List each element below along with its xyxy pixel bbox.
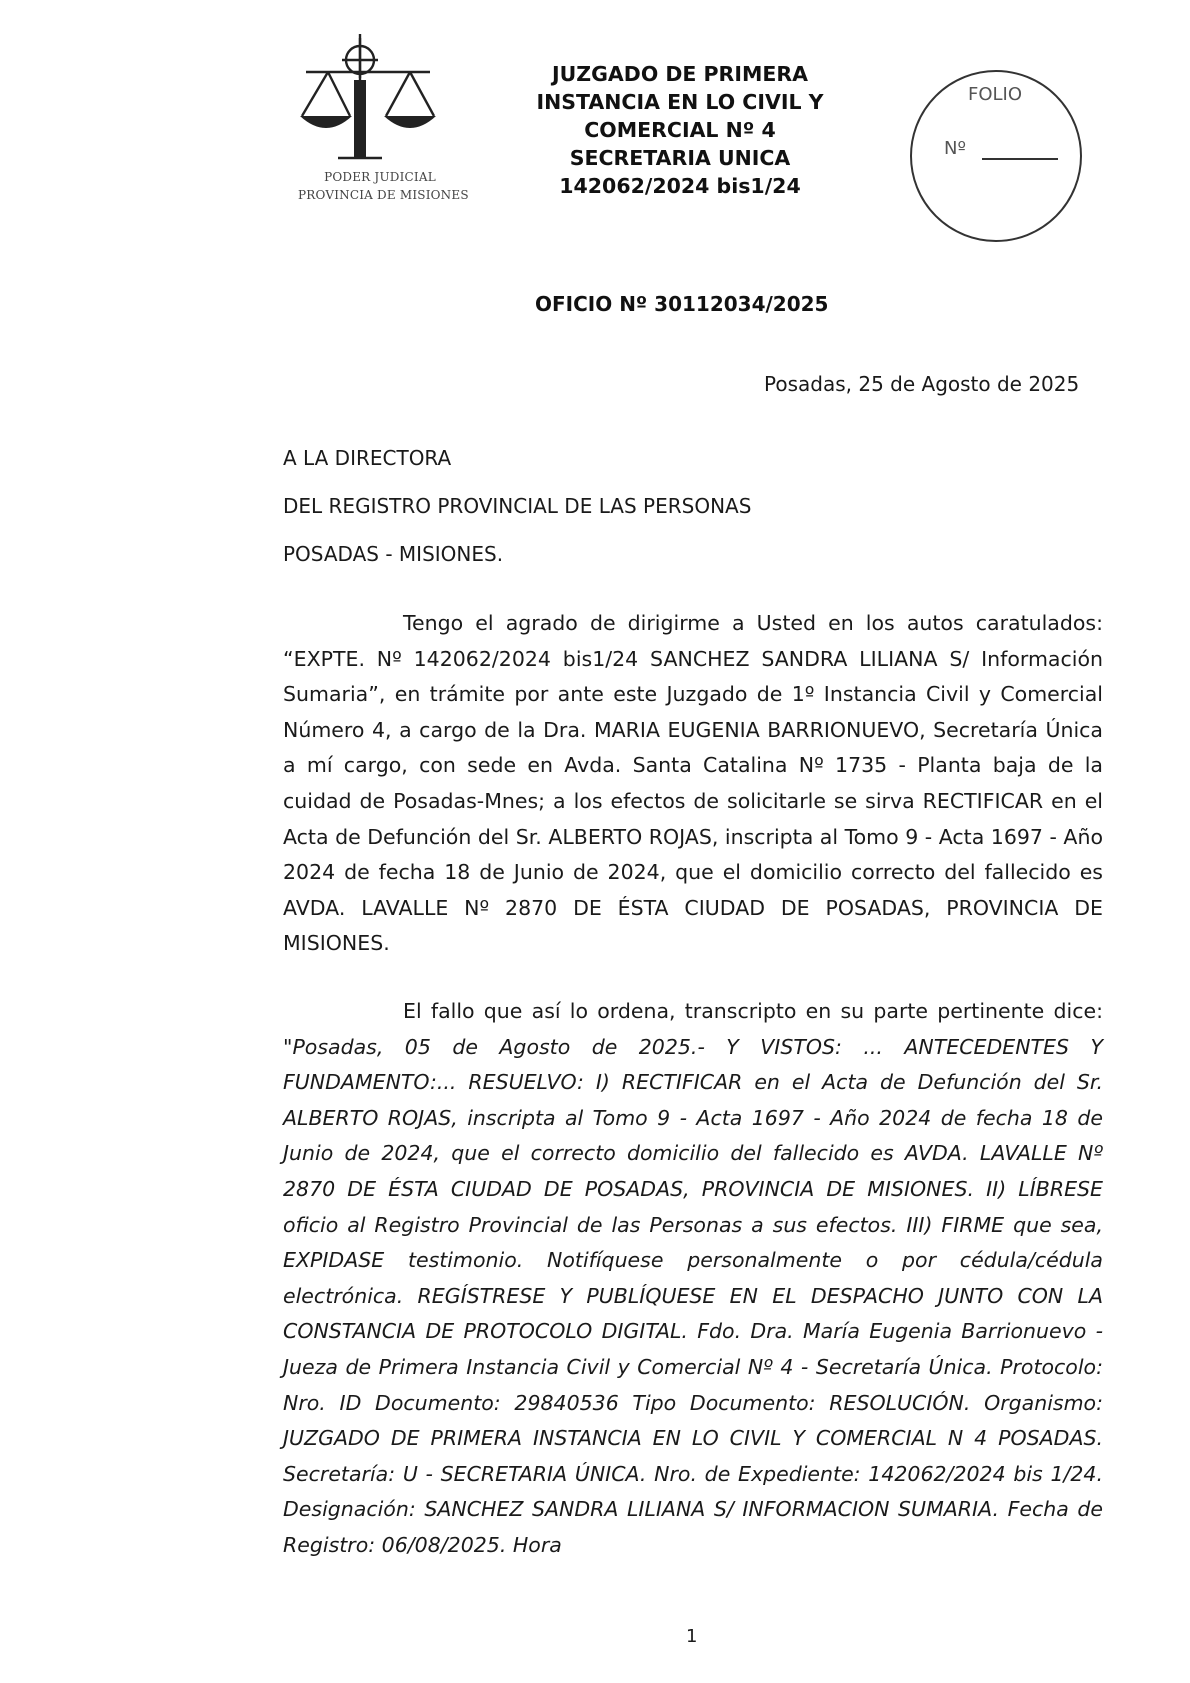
logo-line-2: PROVINCIA DE MISIONES	[298, 188, 469, 202]
logo-line-1: PODER JUDICIAL	[324, 170, 436, 184]
court-header-line-2: INSTANCIA EN LO CIVIL Y	[536, 90, 824, 114]
folio-stamp	[910, 70, 1082, 242]
addressee-line-2: DEL REGISTRO PROVINCIAL DE LAS PERSONAS	[283, 494, 752, 518]
court-header-line-5: 142062/2024 bis1/24	[559, 174, 801, 198]
paragraph-2-intro: El fallo que así lo ordena, transcripto en su parte pertinente dice: "	[283, 999, 1103, 1059]
addressee-line-3: POSADAS - MISIONES.	[283, 542, 504, 566]
page-number: 1	[686, 1626, 698, 1647]
body-paragraph-2	[283, 994, 1103, 1564]
addressee-line-1: A LA DIRECTORA	[283, 446, 452, 470]
document-date: Posadas, 25 de Agosto de 2025	[764, 372, 1080, 396]
scales-of-justice-icon	[298, 30, 458, 170]
folio-number-line	[982, 158, 1058, 160]
court-header-line-3: COMERCIAL Nº 4	[584, 118, 776, 142]
court-header-line-4: SECRETARIA UNICA	[569, 146, 791, 170]
resolution-quote: Posadas, 05 de Agosto de 2025.- Y VISTOS: ... ANTECEDENTES Y FUNDAMENTO:... RESUELVO: I) RECTIFICAR en el Acta de Defunción del Sr. ALBERTO ROJAS, inscripta al Tomo 9 - Acta 1697 - Año 2024 de fecha 18 de Junio de 2024, que el correcto domicilio del fallecido es AVDA. LAVALLE Nº 2870 DE ÉSTA CIUDAD DE POSADAS, PROVINCIA DE MISIONES. II) LÍBRESE oficio al Registro Provincial de las Personas a sus efectos. III) FIRME que sea, EXPIDASE testimonio. Notifíquese personalmente o por cédula/cédula electrónica. REGÍSTRESE Y PUBLÍQUESE EN EL DESPACHO JUNTO CON LA CONSTANCIA DE PROTOCOLO DIGITAL. Fdo. Dra. María Eugenia Barrionuevo - Jueza de Primera Instancia Civil y Comercial Nº 4 - Secretaría Única. Protocolo: Nro. ID Documento: 29840536 Tipo Documento: RESOLUCIÓN. Organismo: JUZGADO DE PRIMERA INSTANCIA EN LO CIVIL Y COMERCIAL N 4 POSADAS. Secretaría: U - SECRETARIA ÚNICA. Nro. de Expediente: 142062/2024 bis 1/24. Designación: SANCHEZ SANDRA LILIANA S/ INFORMACION SUMARIA. Fecha de Registro: 06/08/2025. Hora	[283, 1034, 1103, 1557]
folio-number-label: Nº	[944, 138, 966, 159]
oficio-number: OFICIO Nº 30112034/2025	[535, 292, 829, 316]
court-header-line-1: JUZGADO DE PRIMERA	[551, 62, 809, 86]
body-paragraph-1: Tengo el agrado de dirigirme a Usted en los autos caratulados: “EXPTE. Nº 142062/2024 bis1/24 SANCHEZ SANDRA LILIANA S/ Información Sumaria”, en trámite por ante este Juzgado de 1º Instancia Civil y Comercial Número 4, a cargo de la Dra. MARIA EUGENIA BARRIONUEVO, Secretaría Única a mí cargo, con sede en Avda. Santa Catalina Nº 1735 - Planta baja de la cuidad de Posadas-Mnes; a los efectos de solicitarle se sirva RECTIFICAR en el Acta de Defunción del Sr. ALBERTO ROJAS, inscripta al Tomo 9 - Acta 1697 - Año 2024 de fecha 18 de Junio de 2024, que el domicilio correcto del fallecido es AVDA. LAVALLE Nº 2870 DE ÉSTA CIUDAD DE POSADAS, PROVINCIA DE MISIONES.	[283, 611, 1103, 956]
court-logo	[298, 30, 469, 202]
folio-label: FOLIO	[968, 84, 1023, 105]
court-header	[530, 60, 830, 200]
